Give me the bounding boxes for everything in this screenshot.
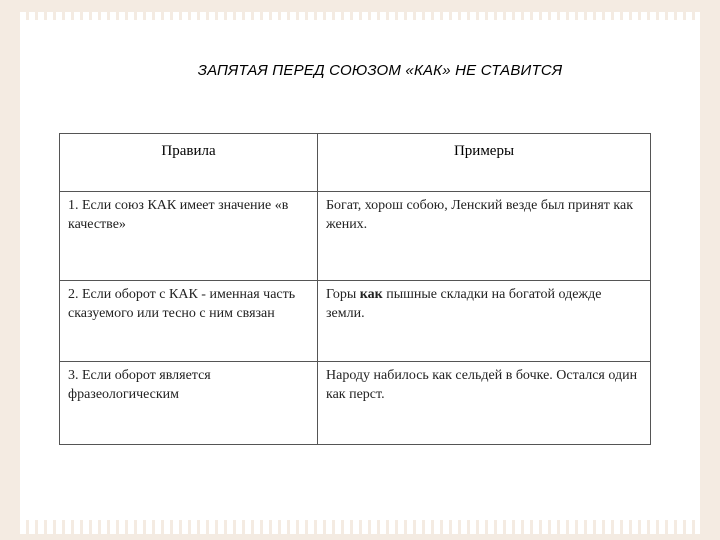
table-row xyxy=(60,192,651,281)
example-cell xyxy=(318,281,651,362)
header-examples: Примеры xyxy=(318,134,651,192)
header-rules: Правила xyxy=(60,134,318,192)
example-text: пышные складки на богатой одежде земли. xyxy=(326,287,602,321)
rule-cell: 1. Если союз КАК имеет значение «в качестве» xyxy=(60,192,318,281)
table-row xyxy=(60,362,651,445)
table-row xyxy=(60,281,651,362)
example-cell: Народу набилось как сельдей в бочке. Остался один как перст. xyxy=(318,362,651,445)
table-header-row xyxy=(60,134,651,192)
example-keyword: как xyxy=(359,287,383,302)
sheet-bottom-edge xyxy=(20,520,700,534)
example-text: Горы xyxy=(326,287,360,302)
rule-cell: 2. Если оборот с КАК - именная часть сказуемого или тесно с ним связан xyxy=(60,281,318,362)
example-cell: Богат, хорош собою, Ленский везде был принят как жених. xyxy=(318,192,651,281)
rules-table xyxy=(59,133,651,445)
page-title: ЗАПЯТАЯ ПЕРЕД СОЮЗОМ «КАК» НЕ СТАВИТСЯ xyxy=(197,62,563,79)
rule-cell: 3. Если оборот является фразеологическим xyxy=(60,362,318,445)
